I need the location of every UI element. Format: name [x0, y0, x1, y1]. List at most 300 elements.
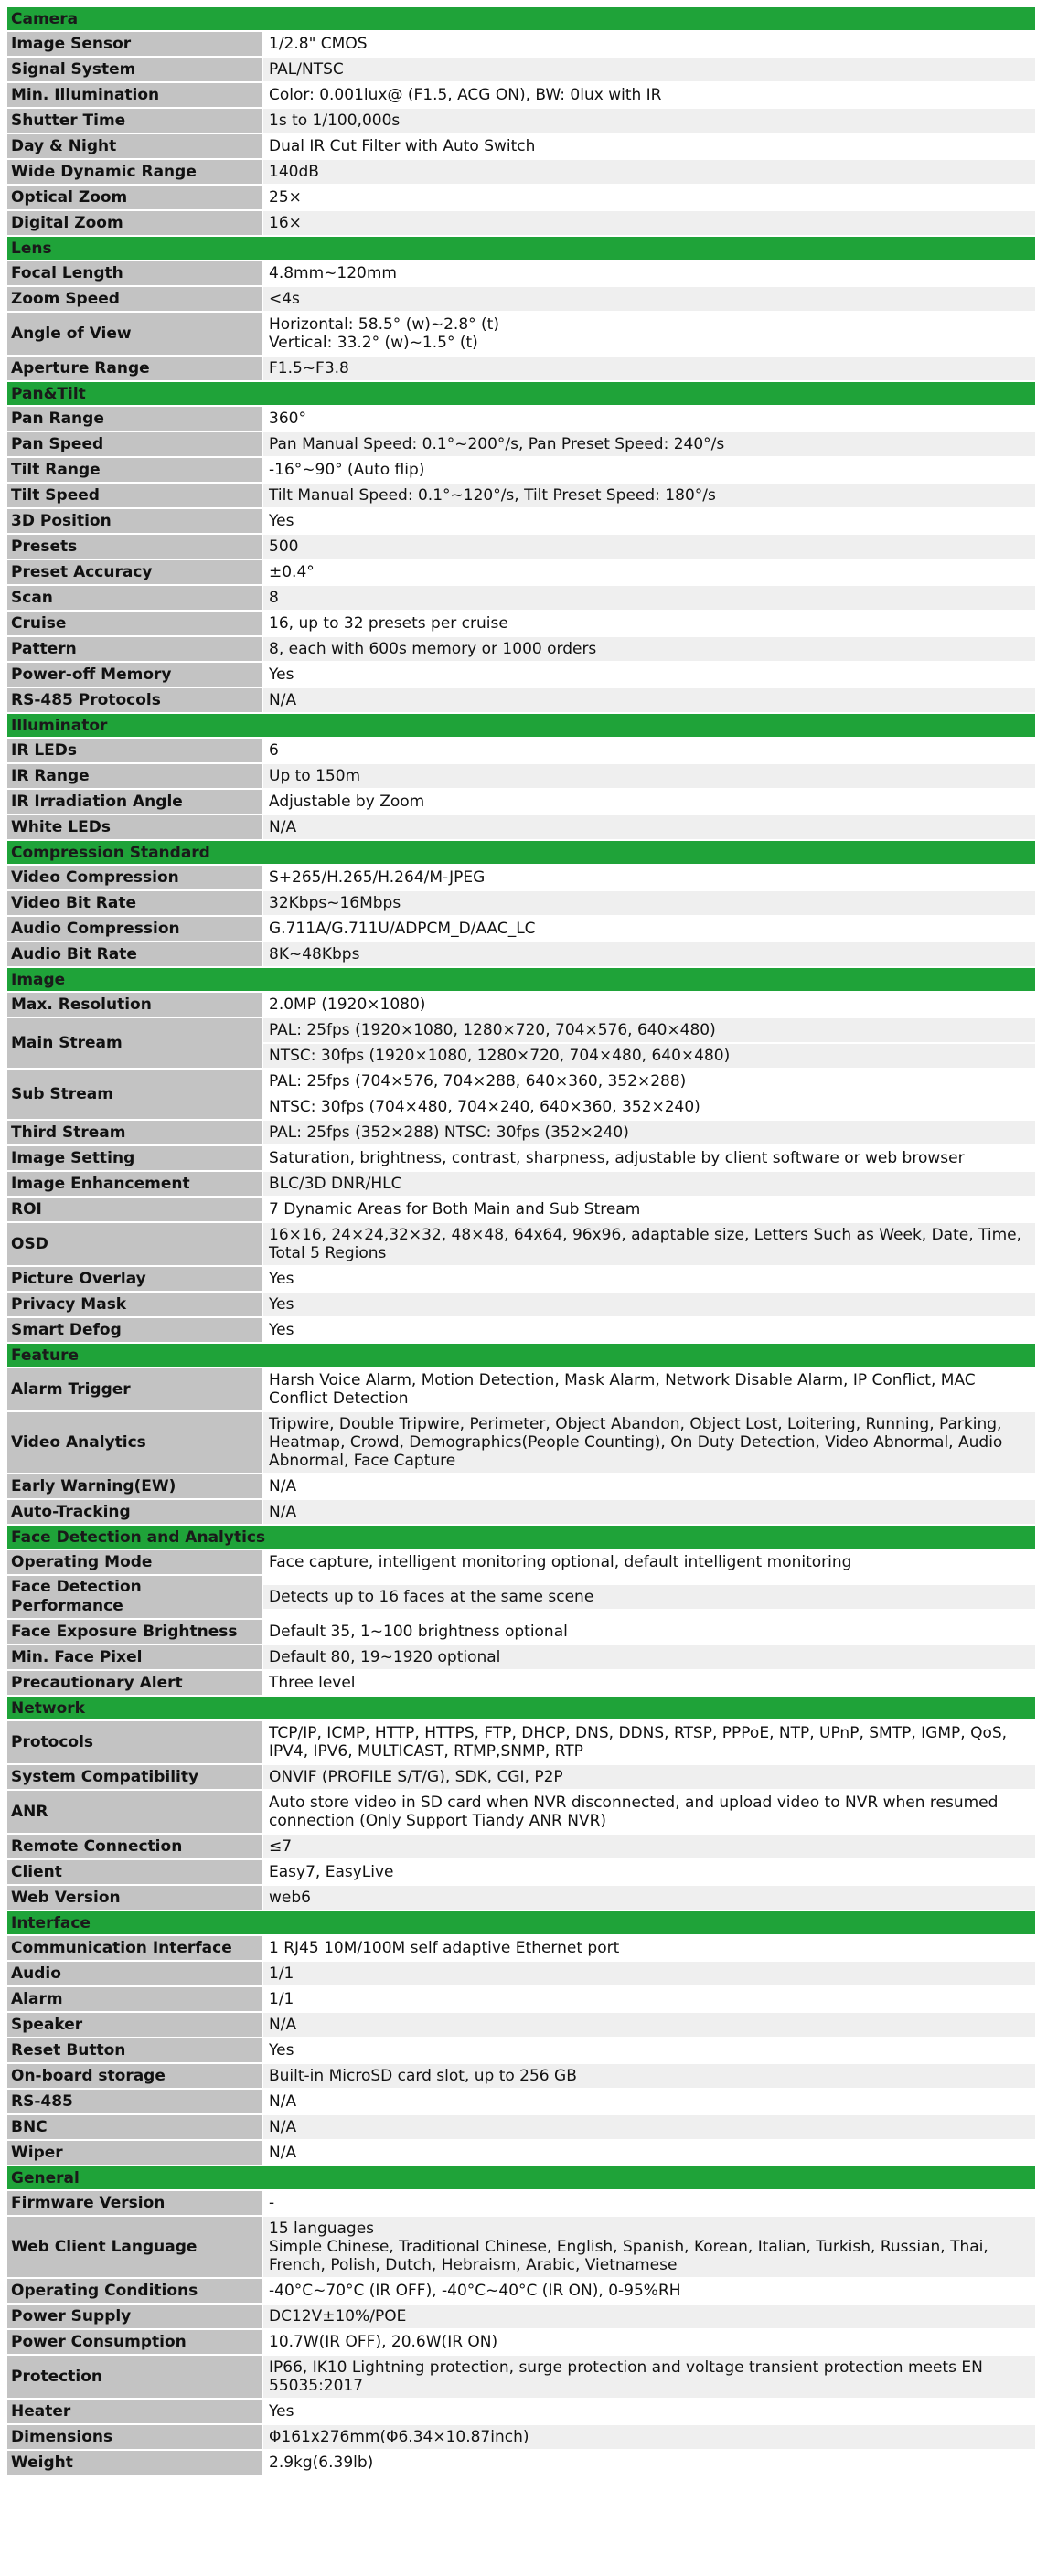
spec-value: [263, 432, 1035, 456]
spec-value-line: Face capture, intelligent monitoring optional, default intelligent monitoring: [263, 1550, 1035, 1574]
spec-label: Max. Resolution: [7, 993, 262, 1017]
spec-value-line: Adjustable by Zoom: [263, 790, 1035, 814]
spec-value: [263, 1293, 1035, 1316]
spec-value: [263, 2425, 1035, 2449]
spec-value-line: 16, up to 32 presets per cruise: [263, 612, 1035, 635]
spec-value: [263, 891, 1035, 915]
spec-value-line: Built-in MicroSD card slot, up to 256 GB: [263, 2064, 1035, 2088]
spec-value-line: Yes: [263, 1293, 1035, 1316]
spec-value: [263, 407, 1035, 431]
spec-label: Auto-Tracking: [7, 1500, 262, 1524]
spec-row: [7, 790, 1035, 815]
spec-value: [263, 1223, 1035, 1265]
spec-value: [263, 1671, 1035, 1695]
spec-value-line: N/A: [263, 2090, 1035, 2113]
spec-label: Web Version: [7, 1886, 262, 1910]
spec-value: [263, 1267, 1035, 1291]
spec-label: 3D Position: [7, 509, 262, 533]
spec-row: [7, 58, 1035, 83]
spec-value-line: 10.7W(IR OFF), 20.6W(IR ON): [263, 2330, 1035, 2354]
spec-label: Pattern: [7, 637, 262, 661]
spec-row: [7, 535, 1035, 560]
spec-value: [263, 739, 1035, 762]
spec-value-line: Yes: [263, 1318, 1035, 1342]
spec-value: [263, 2090, 1035, 2113]
spec-label: Audio Bit Rate: [7, 942, 262, 966]
spec-row: [7, 1620, 1035, 1645]
spec-label: Video Analytics: [7, 1412, 262, 1473]
spec-value: [263, 1550, 1035, 1574]
spec-value-line: 32Kbps~16Mbps: [263, 891, 1035, 915]
spec-label: Video Compression: [7, 866, 262, 889]
spec-label: System Compatibility: [7, 1765, 262, 1789]
spec-value: [263, 1576, 1035, 1618]
spec-value-line: 2.0MP (1920×1080): [263, 993, 1035, 1017]
spec-value-line: Default 35, 1~100 brightness optional: [263, 1620, 1035, 1644]
spec-label: Aperture Range: [7, 357, 262, 380]
spec-value-line: N/A: [263, 2013, 1035, 2037]
spec-value-line: Horizontal: 58.5° (w)~2.8° (t) Vertical: 33.2° (w)~1.5° (t): [263, 313, 1035, 355]
spec-value: [263, 586, 1035, 610]
spec-row: [7, 1172, 1035, 1198]
spec-row: [7, 1550, 1035, 1576]
spec-value: [263, 2191, 1035, 2215]
spec-row: [7, 2038, 1035, 2064]
spec-value-line: NTSC: 30fps (1920×1080, 1280×720, 704×480, 640×480): [263, 1042, 1035, 1068]
spec-row: [7, 917, 1035, 942]
spec-value: [263, 1860, 1035, 1884]
spec-label: Face Exposure Brightness: [7, 1620, 262, 1644]
spec-label: Face Detection Performance: [7, 1576, 262, 1618]
spec-value: [263, 663, 1035, 687]
spec-label: Wiper: [7, 2141, 262, 2165]
spec-value-line: 360°: [263, 407, 1035, 431]
spec-value-line: -40°C~70°C (IR OFF), -40°C~40°C (IR ON), 0-95%RH: [263, 2279, 1035, 2303]
spec-label: Power Supply: [7, 2305, 262, 2328]
spec-row: [7, 2141, 1035, 2166]
spec-value-line: -: [263, 2191, 1035, 2215]
spec-value-line: S+265/H.265/H.264/M-JPEG: [263, 866, 1035, 889]
spec-value: [263, 2279, 1035, 2303]
spec-value-line: 8: [263, 586, 1035, 610]
spec-row: [7, 160, 1035, 186]
spec-row: [7, 109, 1035, 134]
spec-row: [7, 432, 1035, 458]
spec-label: Early Warning(EW): [7, 1474, 262, 1498]
spec-value: [263, 1500, 1035, 1524]
spec-value-line: Yes: [263, 2038, 1035, 2062]
spec-value: [263, 1474, 1035, 1498]
spec-value-line: ONVIF (PROFILE S/T/G), SDK, CGI, P2P: [263, 1765, 1035, 1789]
spec-value-line: N/A: [263, 2141, 1035, 2165]
spec-value: [263, 535, 1035, 559]
spec-row: [7, 1576, 1035, 1620]
spec-row: [7, 866, 1035, 891]
spec-value: [263, 1886, 1035, 1910]
spec-label: Client: [7, 1860, 262, 1884]
spec-value: [263, 211, 1035, 235]
spec-row: [7, 2279, 1035, 2305]
spec-value: [263, 637, 1035, 661]
spec-label: Operating Conditions: [7, 2279, 262, 2303]
spec-row: [7, 637, 1035, 663]
spec-value-line: IP66, IK10 Lightning protection, surge protection and voltage transient protection meets EN 55035:2017: [263, 2356, 1035, 2398]
spec-row: [7, 407, 1035, 432]
spec-value: [263, 1987, 1035, 2011]
spec-label: Reset Button: [7, 2038, 262, 2062]
spec-row: [7, 586, 1035, 612]
spec-value-line: PAL: 25fps (352×288) NTSC: 30fps (352×240): [263, 1121, 1035, 1144]
spec-value: [263, 764, 1035, 788]
spec-value: [263, 942, 1035, 966]
spec-label: OSD: [7, 1223, 262, 1265]
section-header: Network: [7, 1697, 1035, 1721]
spec-row: [7, 186, 1035, 211]
spec-row: [7, 1223, 1035, 1267]
spec-value: [263, 1936, 1035, 1960]
spec-value: [263, 2141, 1035, 2165]
spec-label: IR Range: [7, 764, 262, 788]
spec-label: Power Consumption: [7, 2330, 262, 2354]
spec-value: [263, 1318, 1035, 1342]
spec-value-line: 25×: [263, 186, 1035, 209]
spec-row: [7, 1721, 1035, 1765]
spec-row: [7, 764, 1035, 790]
spec-value-line: ±0.4°: [263, 560, 1035, 584]
spec-label: Image Setting: [7, 1146, 262, 1170]
spec-label: Signal System: [7, 58, 262, 81]
spec-label: Alarm Trigger: [7, 1368, 262, 1410]
spec-row: [7, 2191, 1035, 2217]
spec-row: [7, 1860, 1035, 1886]
spec-row: [7, 1835, 1035, 1860]
spec-label: Firmware Version: [7, 2191, 262, 2215]
spec-value-line: Harsh Voice Alarm, Motion Detection, Mask Alarm, Network Disable Alarm, IP Conflict, MAC Conflict Detection: [263, 1368, 1035, 1410]
section-header: Feature: [7, 1344, 1035, 1368]
spec-row: [7, 83, 1035, 109]
spec-value: [263, 1645, 1035, 1669]
spec-value: [263, 917, 1035, 941]
spec-value-line: 1/1: [263, 1987, 1035, 2011]
section-header: General: [7, 2166, 1035, 2191]
spec-value: [263, 1070, 1035, 1119]
spec-label: Pan Speed: [7, 432, 262, 456]
spec-value: [263, 866, 1035, 889]
spec-label: Shutter Time: [7, 109, 262, 133]
spec-value-line: web6: [263, 1886, 1035, 1910]
spec-label: Tilt Range: [7, 458, 262, 482]
spec-label: Scan: [7, 586, 262, 610]
spec-value: [263, 1620, 1035, 1644]
spec-row: [7, 134, 1035, 160]
spec-row: [7, 2451, 1035, 2476]
spec-value: [263, 1765, 1035, 1789]
spec-value-line: Default 80, 19~1920 optional: [263, 1645, 1035, 1669]
spec-value-line: 8, each with 600s memory or 1000 orders: [263, 637, 1035, 661]
spec-value-line: Pan Manual Speed: 0.1°~200°/s, Pan Preset Speed: 240°/s: [263, 432, 1035, 456]
spec-value-line: Auto store video in SD card when NVR disconnected, and upload video to NVR when resumed connection (Only Support Tiandy ANR NVR): [263, 1791, 1035, 1833]
spec-row: [7, 509, 1035, 535]
section-header: Compression Standard: [7, 841, 1035, 866]
spec-label: Sub Stream: [7, 1070, 262, 1119]
section-header: Camera: [7, 7, 1035, 32]
spec-table: [7, 0, 1035, 2476]
spec-label: Heater: [7, 2400, 262, 2423]
spec-label: Min. Illumination: [7, 83, 262, 107]
spec-value: [263, 2305, 1035, 2328]
spec-value-line: N/A: [263, 815, 1035, 839]
spec-row: [7, 287, 1035, 313]
spec-value: [263, 1198, 1035, 1221]
spec-value-line: PAL/NTSC: [263, 58, 1035, 81]
spec-value-line: 1 RJ45 10M/100M self adaptive Ethernet port: [263, 1936, 1035, 1960]
spec-value-line: -16°~90° (Auto flip): [263, 458, 1035, 482]
spec-value: [263, 2115, 1035, 2139]
spec-label: Audio Compression: [7, 917, 262, 941]
spec-label: Operating Mode: [7, 1550, 262, 1574]
spec-row: [7, 1368, 1035, 1412]
spec-row: [7, 1886, 1035, 1911]
spec-value: [263, 32, 1035, 56]
spec-value: [263, 313, 1035, 355]
spec-label: Audio: [7, 1962, 262, 1985]
section-header: Interface: [7, 1911, 1035, 1936]
spec-row: [7, 2305, 1035, 2330]
spec-label: Picture Overlay: [7, 1267, 262, 1291]
section-header: Image: [7, 968, 1035, 993]
section-header: Pan&Tilt: [7, 382, 1035, 407]
spec-value-line: <4s: [263, 287, 1035, 311]
spec-row: [7, 2330, 1035, 2356]
spec-label: Precautionary Alert: [7, 1671, 262, 1695]
spec-label: RS-485: [7, 2090, 262, 2113]
spec-value: [263, 1835, 1035, 1858]
spec-row: [7, 1987, 1035, 2013]
spec-label: Min. Face Pixel: [7, 1645, 262, 1669]
spec-row: [7, 1293, 1035, 1318]
spec-value: [263, 560, 1035, 584]
spec-value-line: 6: [263, 739, 1035, 762]
spec-value: [263, 109, 1035, 133]
spec-row: [7, 1121, 1035, 1146]
spec-value-line: 1/1: [263, 1962, 1035, 1985]
spec-value-line: NTSC: 30fps (704×480, 704×240, 640×360, 352×240): [263, 1093, 1035, 1119]
spec-label: Smart Defog: [7, 1318, 262, 1342]
spec-value-line: Φ161x276mm(Φ6.34×10.87inch): [263, 2425, 1035, 2449]
spec-label: Protocols: [7, 1721, 262, 1763]
spec-label: Zoom Speed: [7, 287, 262, 311]
spec-value-line: F1.5~F3.8: [263, 357, 1035, 380]
spec-row: [7, 1412, 1035, 1474]
spec-value-line: Three level: [263, 1671, 1035, 1695]
spec-row: [7, 313, 1035, 357]
spec-value-line: Yes: [263, 1267, 1035, 1291]
spec-row: [7, 1936, 1035, 1962]
spec-row: [7, 815, 1035, 841]
spec-label: IR LEDs: [7, 739, 262, 762]
spec-label: ROI: [7, 1198, 262, 1221]
spec-row: [7, 458, 1035, 484]
spec-value-line: BLC/3D DNR/HLC: [263, 1172, 1035, 1196]
spec-value-line: ≤7: [263, 1835, 1035, 1858]
spec-value: [263, 815, 1035, 839]
section-header: Lens: [7, 237, 1035, 261]
spec-row: [7, 484, 1035, 509]
spec-value-line: 140dB: [263, 160, 1035, 184]
spec-value: [263, 1412, 1035, 1473]
spec-label: Speaker: [7, 2013, 262, 2037]
spec-value-line: N/A: [263, 688, 1035, 712]
spec-row: [7, 1791, 1035, 1835]
spec-value-line: Up to 150m: [263, 764, 1035, 788]
spec-row: [7, 663, 1035, 688]
spec-value-line: Yes: [263, 2400, 1035, 2423]
spec-value: [263, 186, 1035, 209]
spec-value: [263, 2356, 1035, 2398]
spec-value: [263, 58, 1035, 81]
spec-row: [7, 1645, 1035, 1671]
spec-label: Protection: [7, 2356, 262, 2398]
spec-value-line: 2.9kg(6.39lb): [263, 2451, 1035, 2475]
spec-row: [7, 1318, 1035, 1344]
spec-value-line: PAL: 25fps (1920×1080, 1280×720, 704×576, 640×480): [263, 1018, 1035, 1042]
spec-label: Tilt Speed: [7, 484, 262, 507]
spec-value-line: 8K~48Kbps: [263, 942, 1035, 966]
spec-label: Main Stream: [7, 1018, 262, 1068]
spec-row: [7, 1962, 1035, 1987]
spec-value-line: Easy7, EasyLive: [263, 1860, 1035, 1884]
spec-label: Alarm: [7, 1987, 262, 2011]
spec-label: RS-485 Protocols: [7, 688, 262, 712]
spec-value: [263, 1018, 1035, 1068]
spec-row: [7, 688, 1035, 714]
spec-row: [7, 1018, 1035, 1070]
spec-value: [263, 509, 1035, 533]
spec-value-line: Yes: [263, 509, 1035, 533]
spec-label: Image Enhancement: [7, 1172, 262, 1196]
spec-label: On-board storage: [7, 2064, 262, 2088]
spec-label: White LEDs: [7, 815, 262, 839]
spec-value: [263, 287, 1035, 311]
spec-value: [263, 2400, 1035, 2423]
spec-value-line: Tripwire, Double Tripwire, Perimeter, Object Abandon, Object Lost, Loitering, Running, Parking, Heatmap, Crowd, Demographics(People Counting), On Duty Detection, Video Abnormal, Audio Abnormal, Face Capture: [263, 1412, 1035, 1473]
spec-row: [7, 261, 1035, 287]
spec-row: [7, 2064, 1035, 2090]
spec-row: [7, 1765, 1035, 1791]
spec-value-line: 7 Dynamic Areas for Both Main and Sub Stream: [263, 1198, 1035, 1221]
spec-value: [263, 2217, 1035, 2277]
section-header: Illuminator: [7, 714, 1035, 739]
spec-label: Presets: [7, 535, 262, 559]
spec-label: Web Client Language: [7, 2217, 262, 2277]
spec-value-line: N/A: [263, 1500, 1035, 1524]
spec-value: [263, 2330, 1035, 2354]
spec-row: [7, 1070, 1035, 1121]
spec-value: [263, 612, 1035, 635]
spec-value: [263, 1121, 1035, 1144]
spec-row: [7, 2115, 1035, 2141]
spec-row: [7, 2090, 1035, 2115]
spec-row: [7, 2013, 1035, 2038]
spec-value: [263, 790, 1035, 814]
spec-label: Digital Zoom: [7, 211, 262, 235]
spec-label: Dimensions: [7, 2425, 262, 2449]
spec-value: [263, 1721, 1035, 1763]
spec-value-line: PAL: 25fps (704×576, 704×288, 640×360, 352×288): [263, 1070, 1035, 1093]
spec-row: [7, 2400, 1035, 2425]
spec-row: [7, 1671, 1035, 1697]
spec-value-line: N/A: [263, 1474, 1035, 1498]
spec-value: [263, 357, 1035, 380]
section-header: Face Detection and Analytics: [7, 1526, 1035, 1550]
spec-label: Day & Night: [7, 134, 262, 158]
spec-label: Privacy Mask: [7, 1293, 262, 1316]
spec-row: [7, 1267, 1035, 1293]
spec-row: [7, 739, 1035, 764]
spec-row: [7, 1474, 1035, 1500]
spec-label: Power-off Memory: [7, 663, 262, 687]
spec-value: [263, 261, 1035, 285]
spec-value-line: G.711A/G.711U/ADPCM_D/AAC_LC: [263, 917, 1035, 941]
spec-label: Remote Connection: [7, 1835, 262, 1858]
spec-label: Angle of View: [7, 313, 262, 355]
spec-label: Wide Dynamic Range: [7, 160, 262, 184]
spec-value: [263, 484, 1035, 507]
spec-value-line: 500: [263, 535, 1035, 559]
spec-value-line: Saturation, brightness, contrast, sharpness, adjustable by client software or web browser: [263, 1146, 1035, 1170]
spec-row: [7, 1146, 1035, 1172]
spec-value-line: 1s to 1/100,000s: [263, 109, 1035, 133]
spec-value-line: Detects up to 16 faces at the same scene: [263, 1585, 1035, 1609]
spec-row: [7, 612, 1035, 637]
spec-value: [263, 1962, 1035, 1985]
spec-value-line: 1/2.8" CMOS: [263, 32, 1035, 56]
spec-row: [7, 2356, 1035, 2400]
spec-label: Cruise: [7, 612, 262, 635]
spec-value: [263, 2064, 1035, 2088]
spec-label: BNC: [7, 2115, 262, 2139]
spec-value: [263, 993, 1035, 1017]
spec-label: IR Irradiation Angle: [7, 790, 262, 814]
spec-label: Preset Accuracy: [7, 560, 262, 584]
spec-value-line: Yes: [263, 663, 1035, 687]
spec-value: [263, 134, 1035, 158]
spec-row: [7, 2425, 1035, 2451]
spec-value: [263, 1791, 1035, 1833]
spec-value-line: 16×: [263, 211, 1035, 235]
spec-value: [263, 1172, 1035, 1196]
spec-value-line: Tilt Manual Speed: 0.1°~120°/s, Tilt Preset Speed: 180°/s: [263, 484, 1035, 507]
spec-label: Communication Interface: [7, 1936, 262, 1960]
spec-value: [263, 2451, 1035, 2475]
spec-row: [7, 993, 1035, 1018]
spec-value: [263, 1368, 1035, 1410]
spec-label: Third Stream: [7, 1121, 262, 1144]
spec-value-line: 4.8mm~120mm: [263, 261, 1035, 285]
spec-label: ANR: [7, 1791, 262, 1833]
spec-row: [7, 891, 1035, 917]
spec-label: Weight: [7, 2451, 262, 2475]
spec-value-line: TCP/IP, ICMP, HTTP, HTTPS, FTP, DHCP, DNS, DDNS, RTSP, PPPoE, NTP, UPnP, SMTP, IGMP, QoS, IPV4, IPV6, MULTICAST, RTMP,SNMP, RTP: [263, 1721, 1035, 1763]
spec-row: [7, 560, 1035, 586]
spec-row: [7, 942, 1035, 968]
spec-label: Image Sensor: [7, 32, 262, 56]
spec-value-line: Color: 0.001lux@ (F1.5, ACG ON), BW: 0lux with IR: [263, 83, 1035, 107]
spec-row: [7, 32, 1035, 58]
spec-value: [263, 1146, 1035, 1170]
spec-value-line: 15 languages Simple Chinese, Traditional Chinese, English, Spanish, Korean, Italian, Turkish, Russian, Thai, French, Polish, Dutch, Hebraism, Arabic, Vietnamese: [263, 2217, 1035, 2277]
spec-row: [7, 1500, 1035, 1526]
